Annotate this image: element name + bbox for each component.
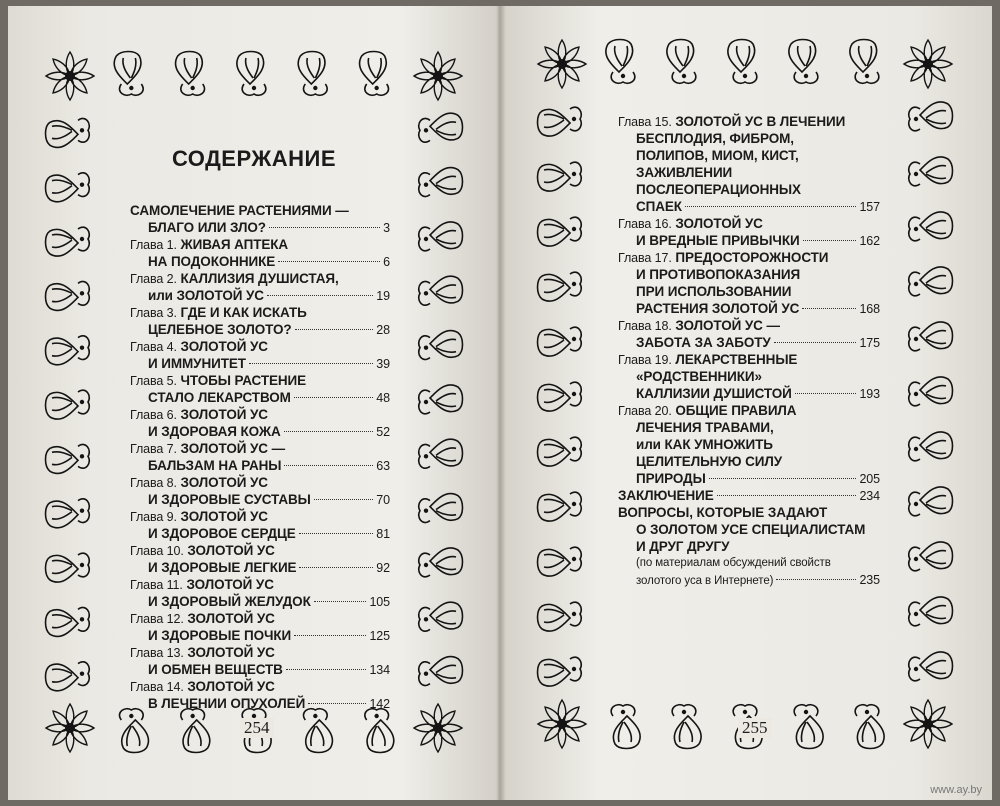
toc-entry-title-line: ЗОЛОТОЙ УС [186, 577, 274, 592]
toc-entry-title-line: И ОБМЕН ВЕЩЕСТВ [148, 662, 283, 677]
toc-note-line: золотого уса в Интернете) [636, 575, 774, 587]
toc-entry-title-line: ЦЕЛИТЕЛЬНУЮ СИЛУ [636, 454, 783, 469]
toc-entry-title-line: И ЗДОРОВОЕ СЕРДЦЕ [148, 526, 296, 541]
toc-entry-title-line: ЗОЛОТОЙ УС [187, 543, 275, 558]
dot-leader [314, 601, 367, 602]
chapter-label: Глава 14. [130, 680, 184, 694]
toc-entry-title-line: РАСТЕНИЯ ЗОЛОТОЙ УС [636, 301, 800, 316]
toc-entry-title-line: ПРИРОДЫ [636, 471, 706, 486]
toc-entry-title-line: ЗОЛОТОЙ УС [180, 475, 268, 490]
toc-page-number: 134 [369, 663, 390, 677]
page-number: 255 [738, 718, 772, 738]
chapter-label: Глава 12. [130, 612, 184, 626]
toc-page-number: 39 [376, 357, 390, 371]
toc-entry-title-line: БЕСПЛОДИЯ, ФИБРОМ, [636, 131, 794, 146]
toc-entry[interactable] [618, 487, 880, 504]
toc-entry-title-line: БАЛЬЗАМ НА РАНЫ [148, 458, 282, 473]
toc-page-number: 125 [369, 629, 390, 643]
toc-entry[interactable] [130, 678, 390, 712]
toc-page-number: 3 [383, 221, 390, 235]
toc-page-number: 162 [859, 234, 880, 248]
toc-note-line: (по материалам обсуждений свойств [636, 557, 831, 569]
toc-page-number: 92 [376, 561, 390, 575]
toc-page-number: 70 [376, 493, 390, 507]
dot-leader [295, 329, 374, 330]
toc-entry-title-line: ПРИ ИСПОЛЬЗОВАНИИ [636, 284, 792, 299]
dot-leader [249, 363, 373, 364]
toc-entry-title-line: ОБЩИЕ ПРАВИЛА [675, 403, 797, 418]
toc-entry-title-line: И ЗДОРОВЫЕ ПОЧКИ [148, 628, 292, 643]
toc-entry[interactable] [618, 504, 880, 589]
toc-entry[interactable] [130, 644, 390, 678]
toc-entry-title-line: ЗОЛОТОЙ УС [180, 339, 268, 354]
dot-leader [286, 669, 367, 670]
dot-leader [299, 533, 374, 534]
toc-entry-title-line: БЛАГО ИЛИ ЗЛО? [148, 220, 266, 235]
toc-entry-title-line: САМОЛЕЧЕНИЕ РАСТЕНИЯМИ — [130, 203, 349, 218]
chapter-label: Глава 9. [130, 510, 177, 524]
toc-entry-title-line: ЦЕЛЕБНОЕ ЗОЛОТО? [148, 322, 292, 337]
toc-entry[interactable] [618, 402, 880, 487]
toc-page-number: 81 [376, 527, 390, 541]
toc-entry-title-line: СТАЛО ЛЕКАРСТВОМ [148, 390, 291, 405]
toc-entry[interactable] [130, 440, 390, 474]
book-spread [8, 6, 992, 800]
toc-entry[interactable] [618, 249, 880, 317]
chapter-label: Глава 16. [618, 217, 672, 231]
chapter-label: Глава 13. [130, 646, 184, 660]
toc-entry-title-line: И ЗДОРОВЫЕ СУСТАВЫ [148, 492, 311, 507]
chapter-label: Глава 2. [130, 272, 177, 286]
right-page [500, 6, 992, 800]
toc-entry[interactable] [618, 317, 880, 351]
toc-entry-title-line: В ЛЕЧЕНИИ ОПУХОЛЕЙ [148, 696, 306, 711]
toc-entry-title-line: О ЗОЛОТОМ УСЕ СПЕЦИАЛИСТАМ [636, 522, 866, 537]
chapter-label: Глава 15. [618, 115, 672, 129]
toc-entry-title-line: ЗОЛОТОЙ УС В ЛЕЧЕНИИ [675, 114, 846, 129]
toc-list-right [618, 113, 880, 589]
toc-entry-title-line: ЗОЛОТОЙ УС [675, 216, 763, 231]
chapter-label: Глава 10. [130, 544, 184, 558]
toc-page-number: 19 [376, 289, 390, 303]
toc-entry[interactable] [130, 304, 390, 338]
toc-entry[interactable] [618, 351, 880, 402]
toc-page-number: 52 [376, 425, 390, 439]
toc-entry[interactable] [130, 372, 390, 406]
chapter-label: Глава 17. [618, 251, 672, 265]
dot-leader [284, 431, 374, 432]
dot-leader [314, 499, 374, 500]
toc-entry[interactable] [130, 270, 390, 304]
toc-entry-title-line: ЧТОБЫ РАСТЕНИЕ [180, 373, 307, 388]
dot-leader [795, 393, 857, 394]
toc-entry-title-line: ЗОЛОТОЙ УС [180, 407, 268, 422]
toc-entry-title-line: И ЗДОРОВАЯ КОЖА [148, 424, 281, 439]
toc-entry[interactable] [130, 508, 390, 542]
toc-entry-title-line: И ЗДОРОВЫЙ ЖЕЛУДОК [148, 594, 311, 609]
toc-entry-title-line: ЛЕКАРСТВЕННЫЕ [675, 352, 798, 367]
toc-page-number: 63 [376, 459, 390, 473]
toc-page-number: 142 [369, 697, 390, 711]
page-number: 254 [240, 718, 274, 738]
dot-leader [802, 308, 856, 309]
toc-entry-title-line: И ЗДОРОВЫЕ ЛЕГКИЕ [148, 560, 297, 575]
toc-entry-title-line: И ИММУНИТЕТ [148, 356, 246, 371]
toc-entry-title-line: И ВРЕДНЫЕ ПРИВЫЧКИ [636, 233, 800, 248]
toc-page-number: 175 [859, 336, 880, 350]
toc-entry[interactable] [618, 113, 880, 215]
toc-entry-title-line: ЗОЛОТОЙ УС — [180, 441, 286, 456]
chapter-label: Глава 20. [618, 404, 672, 418]
chapter-label: Глава 6. [130, 408, 177, 422]
toc-entry-title-line: ЗАЖИВЛЕНИИ [636, 165, 733, 180]
toc-entry-title-line: ВОПРОСЫ, КОТОРЫЕ ЗАДАЮТ [618, 505, 828, 520]
toc-entry-title-line: ЗАКЛЮЧЕНИЕ [618, 488, 714, 503]
toc-entry[interactable] [130, 406, 390, 440]
toc-entry[interactable] [130, 542, 390, 576]
toc-entry-title-line: ПРЕДОСТОРОЖНОСТИ [675, 250, 829, 265]
toc-entry-title-line: ЛЕЧЕНИЯ ТРАВАМИ, [636, 420, 774, 435]
dot-leader [774, 342, 857, 343]
toc-entry-title-line: СПАЕК [636, 199, 682, 214]
chapter-label: Глава 11. [130, 578, 183, 592]
toc-page-number: 168 [859, 302, 880, 316]
chapter-label: Глава 3. [130, 306, 177, 320]
dot-leader [685, 206, 856, 207]
dot-leader [267, 295, 373, 296]
toc-page-number: 205 [859, 472, 880, 486]
chapter-label: Глава 7. [130, 442, 177, 456]
chapter-label: Глава 4. [130, 340, 177, 354]
toc-entry-title-line: ЗОЛОТОЙ УС — [675, 318, 780, 333]
toc-entry-title-line: И ПРОТИВОПОКАЗАНИЯ [636, 267, 801, 282]
toc-entry-title-line: НА ПОДОКОННИКЕ [148, 254, 276, 269]
toc-entry-title-line: или ЗОЛОТОЙ УС [148, 288, 264, 303]
toc-page-number: 48 [376, 391, 390, 405]
toc-page-number: 193 [859, 387, 880, 401]
toc-entry-title-line: ПОСЛЕОПЕРАЦИОННЫХ [636, 182, 801, 197]
dot-leader [284, 465, 373, 466]
dot-leader [717, 495, 857, 496]
toc-page-number: 105 [369, 595, 390, 609]
toc-entry-title-line: КАЛЛИЗИЯ ДУШИСТАЯ, [180, 271, 339, 286]
toc-page-number: 6 [383, 255, 390, 269]
toc-entry-title-line: И ДРУГ ДРУГУ [636, 539, 730, 554]
toc-entry[interactable] [618, 215, 880, 249]
toc-entry-title-line: ЖИВАЯ АПТЕКА [180, 237, 289, 252]
toc-list-left [130, 202, 390, 712]
toc-entry[interactable] [130, 474, 390, 508]
toc-page-number: 235 [859, 573, 880, 587]
toc-entry-title-line: ЗОЛОТОЙ УС [187, 611, 275, 626]
toc-entry[interactable] [130, 576, 390, 610]
dot-leader [269, 227, 380, 228]
toc-entry-title-line: «РОДСТВЕННИКИ» [636, 369, 762, 384]
chapter-label: Глава 19. [618, 353, 672, 367]
dot-leader [803, 240, 857, 241]
toc-entry[interactable] [130, 610, 390, 644]
toc-entry-title-line: ЗАБОТА ЗА ЗАБОТУ [636, 335, 771, 350]
watermark: www.ay.by [930, 784, 982, 796]
dot-leader [776, 579, 856, 580]
toc-entry-title-line: ЗОЛОТОЙ УС [187, 645, 275, 660]
dot-leader [709, 478, 857, 479]
chapter-label: Глава 1. [130, 238, 177, 252]
toc-entry-title-line: ЗОЛОТОЙ УС [187, 679, 275, 694]
left-page [8, 6, 500, 800]
toc-entry-title-line: ПОЛИПОВ, МИОМ, КИСТ, [636, 148, 799, 163]
toc-page-number: 157 [859, 200, 880, 214]
toc-entry[interactable] [130, 338, 390, 372]
toc-page-number: 234 [859, 489, 880, 503]
chapter-label: Глава 5. [130, 374, 177, 388]
toc-entry[interactable] [130, 202, 390, 236]
toc-entry-title-line: или КАК УМНОЖИТЬ [636, 437, 773, 452]
toc-entry-title-line: КАЛЛИЗИИ ДУШИСТОЙ [636, 386, 792, 401]
dot-leader [294, 397, 373, 398]
dot-leader [278, 261, 380, 262]
dot-leader [299, 567, 373, 568]
toc-entry-title-line: ЗОЛОТОЙ УС [180, 509, 268, 524]
dot-leader [308, 703, 366, 704]
toc-entry-title-line: ГДЕ И КАК ИСКАТЬ [180, 305, 307, 320]
toc-page-number: 28 [376, 323, 390, 337]
chapter-label: Глава 8. [130, 476, 177, 490]
page-title: СОДЕРЖАНИЕ [171, 146, 337, 171]
dot-leader [294, 635, 366, 636]
toc-entry[interactable] [130, 236, 390, 270]
chapter-label: Глава 18. [618, 319, 672, 333]
